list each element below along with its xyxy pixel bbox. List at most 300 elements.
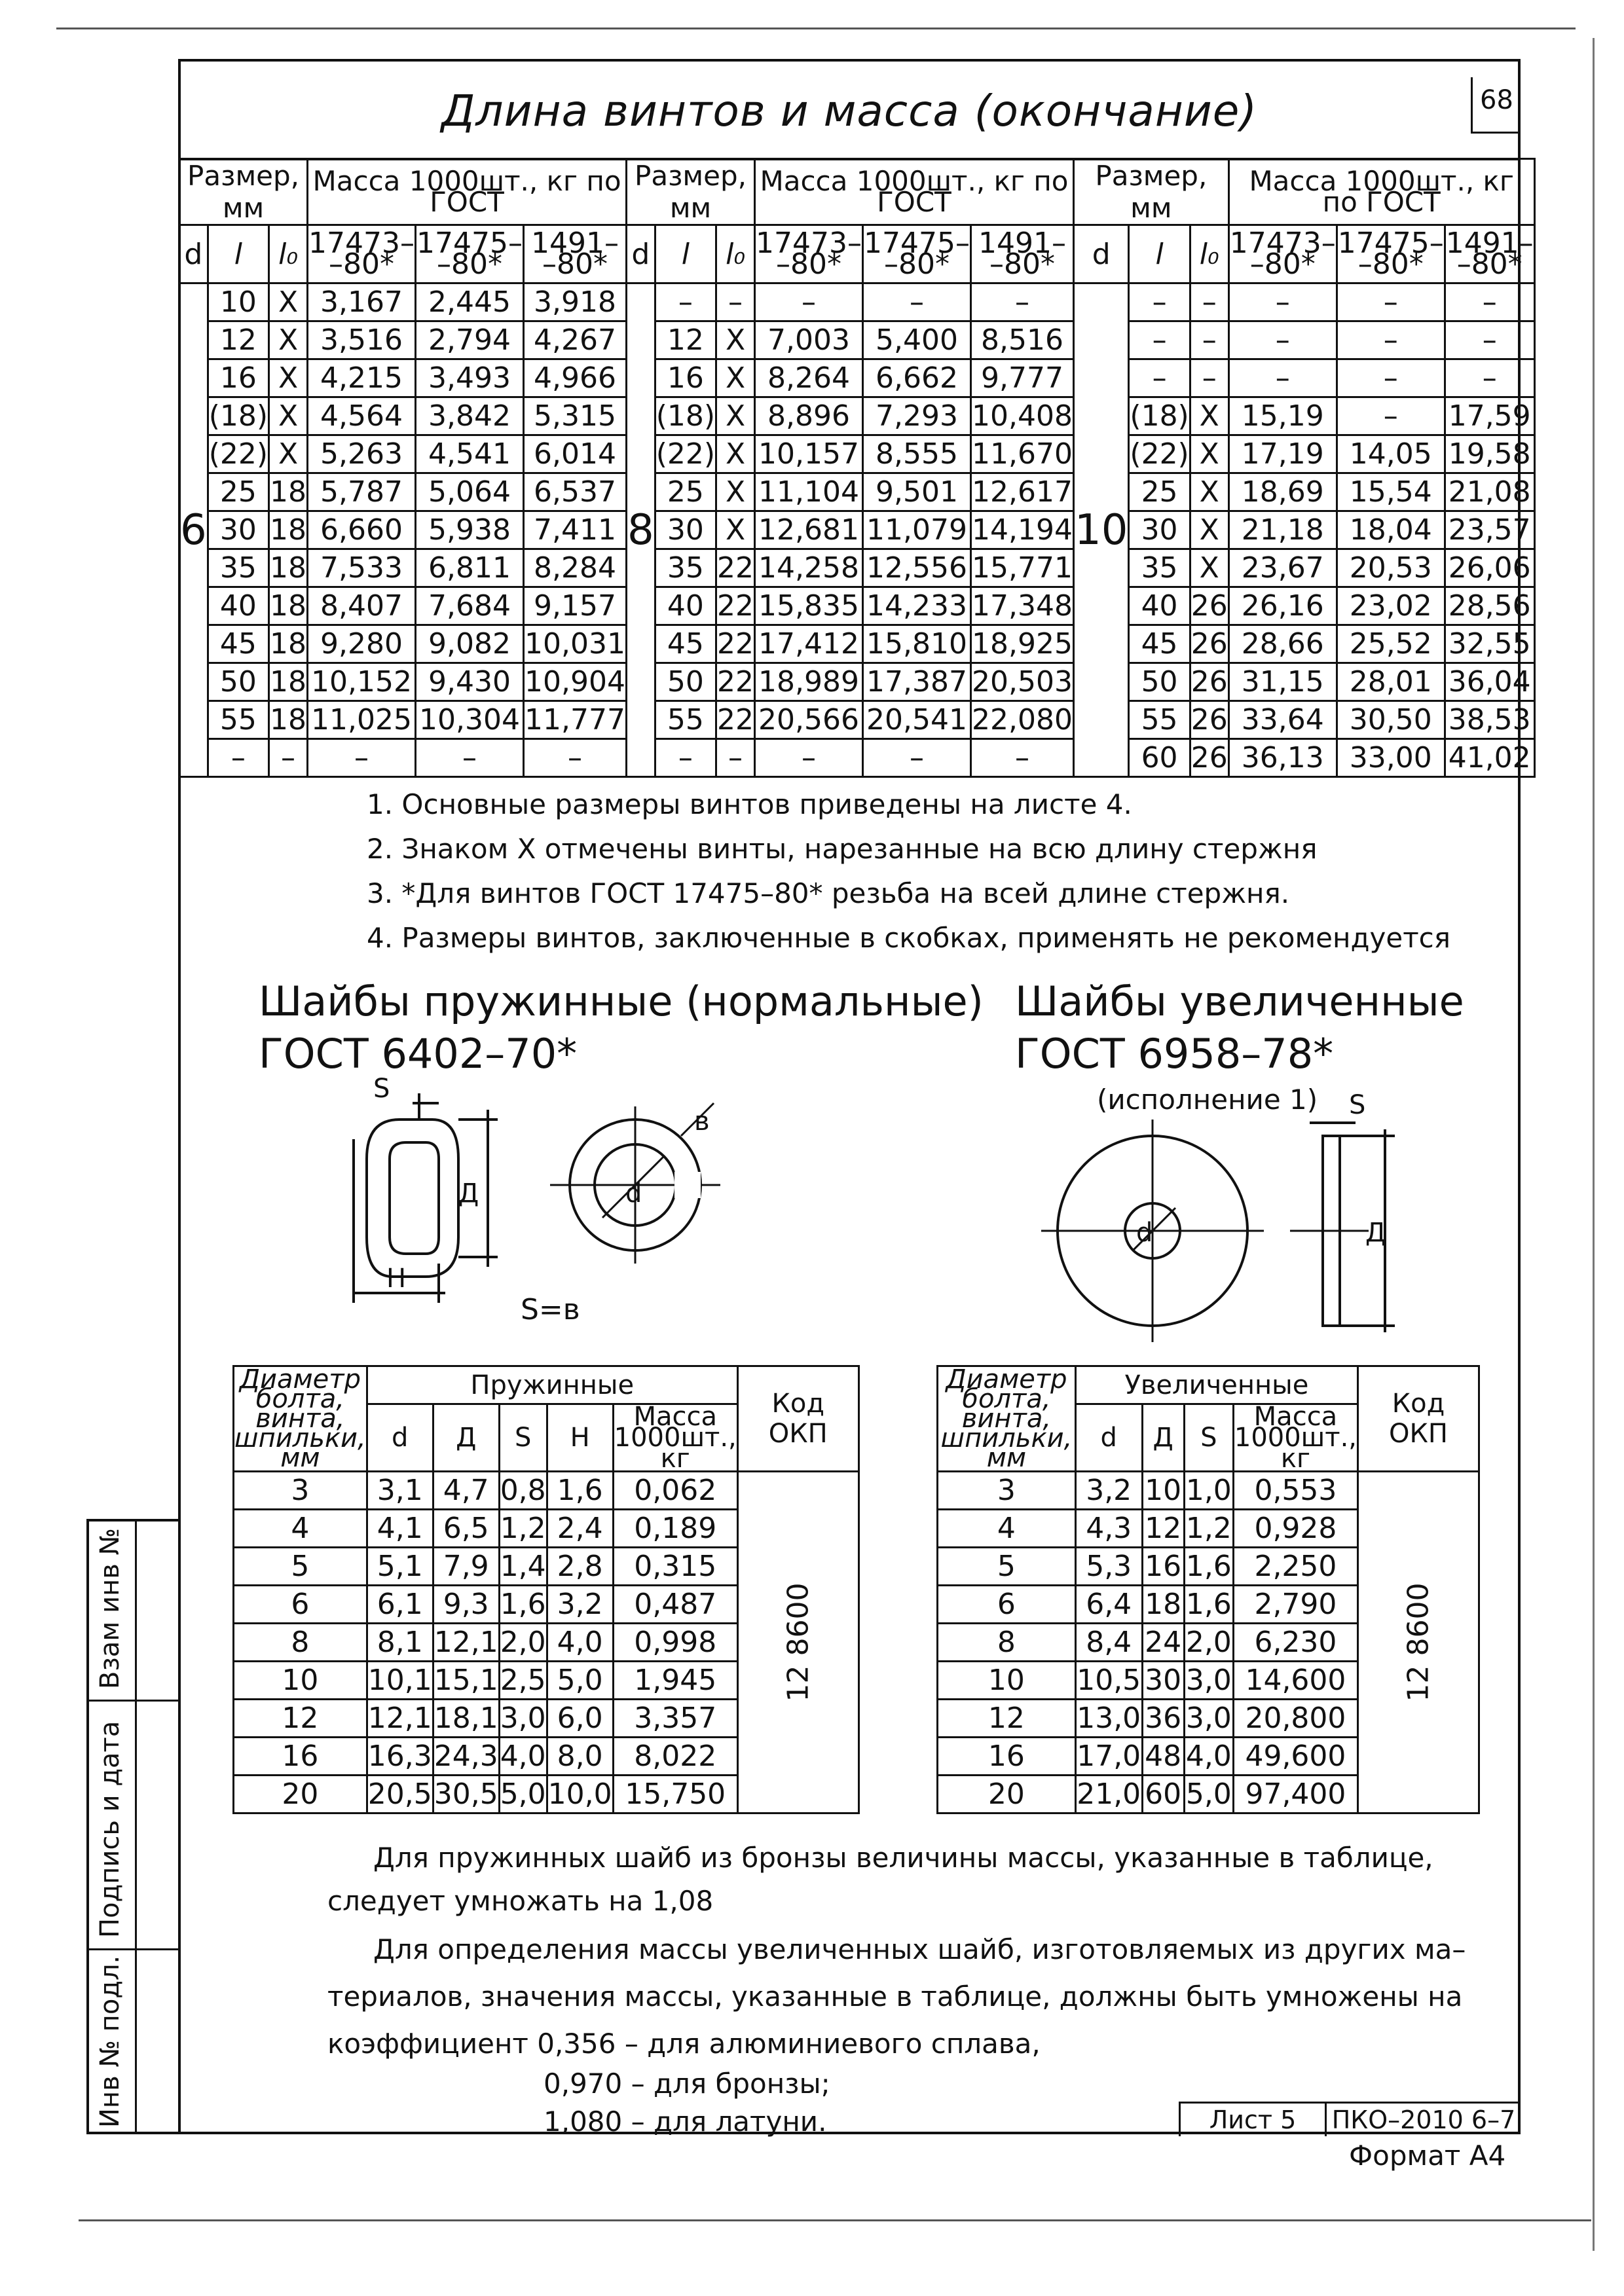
table-cell: X [1190,511,1228,549]
table-cell: 5,938 [416,511,524,549]
table-cell: 14,600 [1233,1662,1357,1700]
table-cell: 10,5 [1075,1662,1142,1700]
table-cell: 10 [234,1662,367,1700]
table-cell: 1,6 [499,1586,547,1624]
table-cell: 4,0 [547,1624,613,1662]
table-cell: 14,233 [863,587,971,625]
table-cell: 50 [1129,663,1190,701]
table-row [179,511,1535,549]
table-cell: 18,69 [1228,473,1337,511]
spring-washer-title: Шайбы пружинные (нормальные) [259,977,984,1025]
spring-label-D: Д [458,1178,479,1209]
page-title: Длина винтов и масса (окончание) [178,62,1521,160]
table-cell: 28,01 [1337,663,1445,701]
table-cell: 0,487 [613,1586,737,1624]
table-cell: 2,250 [1233,1548,1357,1586]
table-cell: 41,02 [1445,739,1534,777]
spring-washer-side-inner [390,1142,439,1254]
table-cell: 5,315 [524,397,627,435]
table-cell: 18 [269,511,308,549]
table-cell: – [1228,321,1337,359]
table-cell: – [1337,397,1445,435]
table-cell: 23,67 [1228,549,1337,587]
table-cell: 7,293 [863,397,971,435]
table-row [179,321,1535,359]
table-cell: 6,5 [433,1510,499,1548]
spring-label-H: H [386,1264,407,1294]
table-cell: 4,3 [1075,1510,1142,1548]
page-number: 68 [1471,77,1521,134]
table-cell: 2,794 [416,321,524,359]
paragraph-line-1: Для пружинных шайб из бронзы величины массы, указанные в таблице, [373,1842,1433,1874]
table-cell: 31,15 [1228,663,1337,701]
header-gost: 17475– –80* [863,225,971,283]
enlarged-washer-variant: (исполнение 1) [1097,1084,1318,1116]
diameter-cell: 8 [626,283,655,777]
table-cell: 6 [938,1586,1076,1624]
table-cell: 0,062 [613,1472,737,1510]
table-cell: 35 [655,549,716,587]
enlarged-label-s: S [1349,1090,1366,1120]
table-cell: 18 [269,549,308,587]
table-cell: 40 [208,587,268,625]
table-cell: 10,1 [367,1662,433,1700]
header-diameter: Диаметр болта, винта, шпильки, мм [938,1366,1076,1472]
table-cell: 18 [269,663,308,701]
header-mass: Масса 1000шт., кг по ГОСТ [1228,159,1534,225]
header-l0: l₀ [269,225,308,283]
table-cell: 10,408 [971,397,1074,435]
table-row [179,473,1535,511]
table-cell: 2,8 [547,1548,613,1586]
header-d: d [1075,1404,1142,1472]
table-cell: 2,0 [499,1624,547,1662]
header-l0: l₀ [716,225,755,283]
table-cell: – [308,739,416,777]
table-cell: 8,896 [755,397,863,435]
table-cell: 18 [1142,1586,1184,1624]
table-cell: 33,00 [1337,739,1445,777]
table-cell: X [1190,473,1228,511]
table-cell: 17,19 [1228,435,1337,473]
note-item: 1. Основные размеры винтов приведены на листе 4. [367,788,1132,820]
title-block [1179,2102,1521,2136]
table-cell: 97,400 [1233,1776,1357,1813]
table-cell: X [716,359,755,397]
table-cell: 17,348 [971,587,1074,625]
table-cell: – [1445,321,1534,359]
header-S: S [1184,1404,1233,1472]
table-row [179,435,1535,473]
table-cell: 24 [1142,1624,1184,1662]
table-cell: 20,503 [971,663,1074,701]
table-cell: 11,025 [308,701,416,739]
table-row [179,359,1535,397]
table-cell: 6,1 [367,1586,433,1624]
table-cell: 3,167 [308,283,416,321]
spring-washer-gost: ГОСТ 6402–70* [259,1030,578,1078]
table-cell: 10 [1142,1472,1184,1510]
table-cell: 6,537 [524,473,627,511]
table-cell: 6,662 [863,359,971,397]
table-cell: 7,684 [416,587,524,625]
table-cell: 26 [1190,625,1228,663]
table-row [938,1472,1479,1510]
table-cell: 28,66 [1228,625,1337,663]
table-cell: 25 [655,473,716,511]
table-cell: – [1190,283,1228,321]
table-cell: – [1190,359,1228,397]
table-cell: 3,842 [416,397,524,435]
table-cell: 20,5 [367,1776,433,1813]
header-mass: Масса 1000шт., кг по ГОСТ [308,159,627,225]
table-cell: 36,04 [1445,663,1534,701]
table-cell: 6,4 [1075,1586,1142,1624]
header-d: d [179,225,208,283]
table-cell: 17,387 [863,663,971,701]
table-cell: 15,750 [613,1776,737,1813]
table-cell: (18) [1129,397,1190,435]
header-gost: 17475– –80* [416,225,524,283]
table-cell: 45 [208,625,268,663]
table-cell: – [655,283,716,321]
table-cell: X [269,321,308,359]
table-cell: 8,0 [547,1738,613,1776]
table-cell: 22 [716,625,755,663]
table-cell: 48 [1142,1738,1184,1776]
table-cell: 16 [234,1738,367,1776]
side-label-vzam: Взам инв № [95,1527,125,1689]
side-label-inv-podl: Инв № подл. [95,1955,125,2128]
okp-code-cell [1358,1472,1479,1813]
table-cell: 10 [938,1662,1076,1700]
table-cell: 20,53 [1337,549,1445,587]
header-l: l [208,225,268,283]
table-row [234,1472,859,1510]
table-cell: 18,04 [1337,511,1445,549]
table-cell: (22) [1129,435,1190,473]
table-cell: 5,400 [863,321,971,359]
header-mass: Масса 1000шт., кг [1234,1402,1357,1474]
table-cell: 20 [234,1776,367,1813]
table-cell: 20,566 [755,701,863,739]
table-cell: 13,0 [1075,1700,1142,1738]
table-cell: – [655,739,716,777]
header-size: Размер, мм [179,159,308,225]
table-cell: 4,564 [308,397,416,435]
table-cell: 4,0 [1184,1738,1233,1776]
enlarged-label-d: d [1136,1218,1153,1248]
table-cell: 30 [655,511,716,549]
table-cell: 11,079 [863,511,971,549]
header-mass: Масса 1000шт., кг [614,1402,737,1474]
header-gost: 1491– –80* [971,225,1074,283]
sheet-number: Лист 5 [1179,2104,1327,2136]
header-gost: 17475– –80* [1337,225,1445,283]
table-cell: 14,05 [1337,435,1445,473]
table-cell: 4,0 [499,1738,547,1776]
table-cell: 8,022 [613,1738,737,1776]
table-cell: 9,157 [524,587,627,625]
table-row [179,549,1535,587]
table-cell: 7,411 [524,511,627,549]
table-cell: 2,0 [1184,1624,1233,1662]
table-cell: 4,215 [308,359,416,397]
trim-line-top [56,27,1576,29]
table-cell: 30,50 [1337,701,1445,739]
table-cell: 55 [208,701,268,739]
table-cell: 1,2 [499,1510,547,1548]
table-cell: 1,4 [499,1548,547,1586]
table-cell: 38,53 [1445,701,1534,739]
table-cell: 14,194 [971,511,1074,549]
table-cell: 11,104 [755,473,863,511]
header-l: l [655,225,716,283]
table-cell: – [1337,359,1445,397]
table-cell: 22 [716,587,755,625]
table-cell: 22 [716,549,755,587]
side-label-podpis: Подпись и дата [95,1721,125,1938]
table-cell: 8,264 [755,359,863,397]
table-cell: 12 [655,321,716,359]
notes-list [367,782,1450,960]
table-row [179,397,1535,435]
table-cell: (18) [655,397,716,435]
table-cell: (22) [208,435,268,473]
format-label: Формат А4 [1349,2140,1506,2172]
header-group: Пружинные [367,1366,737,1404]
table-cell: 15,54 [1337,473,1445,511]
table-cell: 8,4 [1075,1624,1142,1662]
table-cell: 2,4 [547,1510,613,1548]
table-cell: 6,811 [416,549,524,587]
table-cell: 7,003 [755,321,863,359]
table-cell: 1,2 [1184,1510,1233,1548]
table-cell: 5,0 [547,1662,613,1700]
table-cell: 9,777 [971,359,1074,397]
table-cell: – [1129,283,1190,321]
table-cell: 3,918 [524,283,627,321]
table-cell: 3,0 [499,1700,547,1738]
table-cell: 8,555 [863,435,971,473]
table-cell: 10,904 [524,663,627,701]
table-cell: 4,1 [367,1510,433,1548]
table-cell: 5 [234,1548,367,1586]
table-cell: 26 [1190,663,1228,701]
table-cell: 12 [234,1700,367,1738]
enlarged-label-D: Д [1365,1218,1386,1248]
table-cell: 10,157 [755,435,863,473]
table-cell: 10,0 [547,1776,613,1813]
table-cell: 12,556 [863,549,971,587]
header-size: Размер, мм [1073,159,1228,225]
table-cell: 16,3 [367,1738,433,1776]
table-cell: 18,1 [433,1700,499,1738]
paragraph-line-2: следует умножать на 1,08 [327,1885,714,1917]
enlarged-washer-title: Шайбы увеличенные [1015,977,1464,1025]
table-cell: – [863,739,971,777]
header-S: S [499,1404,547,1472]
table-cell: 20,541 [863,701,971,739]
table-cell: 0,553 [1233,1472,1357,1510]
table-cell: 19,58 [1445,435,1534,473]
paragraph-line-3: Для определения массы увеличенных шайб, изготовляемых из других ма– [373,1933,1466,1965]
table-cell: 18 [269,587,308,625]
table-cell: 28,56 [1445,587,1534,625]
document-code: ПКО–2010 6–7 [1331,2105,1516,2134]
table-cell: X [269,435,308,473]
table-row [179,663,1535,701]
table-cell: 8,407 [308,587,416,625]
header-l0: l₀ [1190,225,1228,283]
header-d: d [626,225,655,283]
table-row [179,739,1535,777]
table-cell: 3,1 [367,1472,433,1510]
table-cell: 0,315 [613,1548,737,1586]
table-cell: 26 [1190,587,1228,625]
table-cell: 4,541 [416,435,524,473]
table-cell: 4,966 [524,359,627,397]
okp-code: 12 8600 [1401,1582,1435,1702]
table-cell: 12 [1142,1510,1184,1548]
table-cell: 17,0 [1075,1738,1142,1776]
table-cell: – [755,739,863,777]
spring-label-sb: S=в [521,1293,580,1326]
screw-mass-table [178,158,1536,778]
table-cell: 6,0 [547,1700,613,1738]
table-cell: 17,59 [1445,397,1534,435]
table-cell: 18,989 [755,663,863,701]
table-cell: 5,064 [416,473,524,511]
table-cell: 5,0 [1184,1776,1233,1813]
table-cell: 55 [655,701,716,739]
header-row [234,1366,859,1404]
table-cell: 3,2 [1075,1472,1142,1510]
table-cell: 22 [716,701,755,739]
spring-label-s: S [373,1074,390,1104]
table-cell: 36 [1142,1700,1184,1738]
table-cell: 6,660 [308,511,416,549]
table-cell: – [1228,283,1337,321]
table-cell: (22) [655,435,716,473]
table-cell: 17,412 [755,625,863,663]
header-d: d [367,1404,433,1472]
table-cell: – [269,739,308,777]
table-cell: X [269,359,308,397]
table-cell: 32,55 [1445,625,1534,663]
table-cell: 12,1 [367,1700,433,1738]
header-H: H [547,1404,613,1472]
table-cell: 3,357 [613,1700,737,1738]
table-cell: X [716,473,755,511]
header-gost: 17473– –80* [755,225,863,283]
table-cell: 21,0 [1075,1776,1142,1813]
table-cell: 3 [234,1472,367,1510]
table-cell: – [863,283,971,321]
table-cell: 1,945 [613,1662,737,1700]
header-D: Д [1142,1404,1184,1472]
table-cell: 24,3 [433,1738,499,1776]
table-cell: 9,501 [863,473,971,511]
table-cell: 7,9 [433,1548,499,1586]
table-cell: 30 [208,511,268,549]
table-cell: 18 [269,701,308,739]
table-cell: 9,430 [416,663,524,701]
table-cell: 1,6 [1184,1586,1233,1624]
table-cell: 35 [1129,549,1190,587]
okp-code-cell [737,1472,858,1813]
table-cell: 3,516 [308,321,416,359]
table-cell: 8,284 [524,549,627,587]
table-cell: 30 [1142,1662,1184,1700]
table-cell: 4,7 [433,1472,499,1510]
table-cell: X [269,283,308,321]
table-cell: 4 [938,1510,1076,1548]
table-cell: 0,928 [1233,1510,1357,1548]
diameter-cell: 6 [179,283,208,777]
table-cell: 14,258 [755,549,863,587]
paragraph-line-6: 0,970 – для бронзы; [544,2068,830,2100]
table-cell: 9,280 [308,625,416,663]
table-cell: X [1190,549,1228,587]
table-cell: 12 [938,1700,1076,1738]
table-cell: 5,3 [1075,1548,1142,1586]
table-cell: 40 [1129,587,1190,625]
header-gost: 1491– –80* [1445,225,1534,283]
trim-line-right [1593,38,1595,2251]
table-cell: 15,1 [433,1662,499,1700]
table-cell: 25,52 [1337,625,1445,663]
table-cell: 1,6 [1184,1548,1233,1586]
paragraph-line-7: 1,080 – для латуни. [544,2105,827,2138]
side-stamp-row-line [89,1700,178,1702]
table-cell: 15,771 [971,549,1074,587]
note-item: 2. Знаком X отмечены винты, нарезанные на всю длину стержня [367,833,1318,865]
enlarged-washer-gost: ГОСТ 6958–78* [1015,1030,1334,1078]
table-cell: 2,445 [416,283,524,321]
note-item: 4. Размеры винтов, заключенные в скобках, применять не рекомендуется [367,922,1451,954]
table-cell: 5 [938,1548,1076,1586]
table-cell: 4,267 [524,321,627,359]
header-code: Код ОКП [1358,1366,1479,1472]
header-size: Размер, мм [626,159,754,225]
table-cell: 3,493 [416,359,524,397]
diameter-cell: 10 [1073,283,1128,777]
table-cell: 3,0 [1184,1700,1233,1738]
table-row [179,625,1535,663]
table-cell: X [716,397,755,435]
table-cell: 12 [208,321,268,359]
trim-line-bottom [79,2219,1591,2221]
table-cell: 26,06 [1445,549,1534,587]
table-cell: 6,014 [524,435,627,473]
table-cell: 30,5 [433,1776,499,1813]
header-d: d [1073,225,1128,283]
table-row [179,283,1535,321]
table-cell: 22,080 [971,701,1074,739]
table-cell: – [971,739,1074,777]
note-item: 3. *Для винтов ГОСТ 17475–80* резьба на всей длине стержня. [367,877,1290,909]
table-cell: 26 [1190,701,1228,739]
table-cell: 11,670 [971,435,1074,473]
table-cell: 8 [234,1624,367,1662]
table-cell: 26,16 [1228,587,1337,625]
spring-label-d: d [625,1178,642,1209]
table-cell: 6,230 [1233,1624,1357,1662]
table-cell: 8,516 [971,321,1074,359]
table-cell: 20 [938,1776,1076,1813]
header-group: Увеличенные [1075,1366,1357,1404]
